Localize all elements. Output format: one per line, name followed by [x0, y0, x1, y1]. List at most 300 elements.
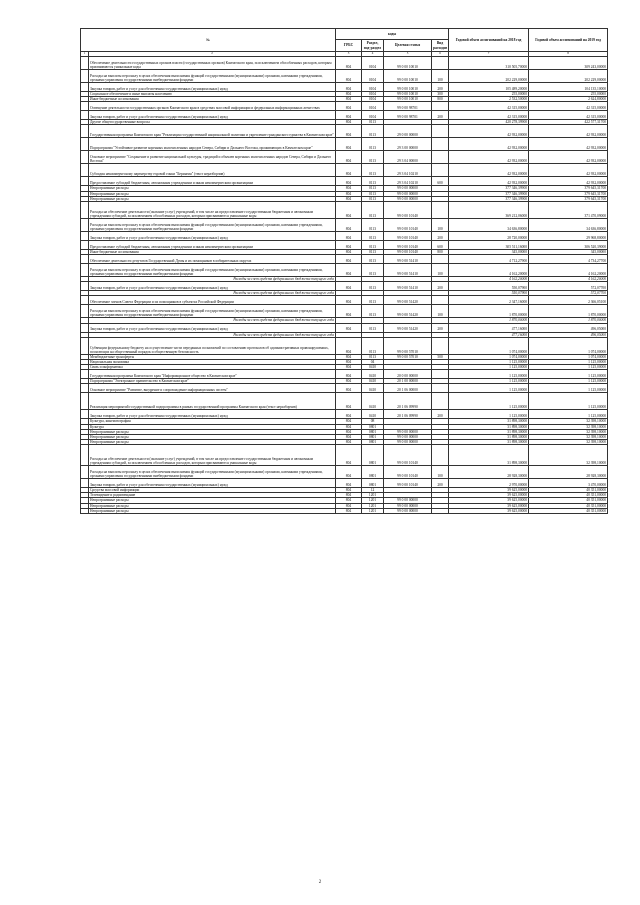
row-grbs-cell: 804 [336, 296, 362, 305]
row-cst-cell: 20 1 06 00000 [384, 384, 432, 393]
row-number-cell [81, 241, 89, 250]
row-cst-cell: 20 0 00 00000 [384, 370, 432, 379]
row-name-cell: Закупка товаров, работ и услуг для обеспечения государственных (муниципальных) нужд [89, 282, 336, 291]
row-grbs-cell: 804 [336, 323, 362, 332]
row-2019-cell: 1 870,00000 [529, 318, 608, 323]
row-grbs-cell: 804 [336, 379, 362, 384]
row-grbs-cell: 804 [336, 250, 362, 255]
row-razdel-cell: 0410 [362, 393, 384, 410]
row-vr-cell: 500 [432, 354, 449, 359]
row-grbs-cell: 804 [336, 498, 362, 503]
table-row [81, 508, 608, 513]
table-row [81, 241, 608, 250]
row-razdel-cell: 0410 [362, 379, 384, 384]
row-2018-cell: 345,00000 [449, 250, 529, 255]
row-razdel-cell: 0113 [362, 191, 384, 196]
row-2019-cell: 422 577,31700 [529, 119, 608, 124]
row-number-cell [81, 164, 89, 177]
row-2019-cell: 42 315,00000 [529, 101, 608, 110]
row-grbs-cell: 804 [336, 151, 362, 164]
row-name-cell: Другие общегосударственные вопросы [89, 119, 336, 124]
row-2019-cell: 32 398,10000 [529, 429, 608, 434]
row-razdel-cell: 1201 [362, 508, 384, 513]
row-razdel-cell: 1201 [362, 503, 384, 508]
row-name-cell: Предоставление субсидий бюджетным, автономным учреждениям и иным некоммерческим организациям [89, 177, 336, 186]
row-razdel-cell: 0801 [362, 466, 384, 479]
row-2018-cell: 1 125,00000 [449, 359, 529, 364]
table-row [81, 337, 608, 354]
row-2018-cell: 34 636,80000 [449, 218, 529, 231]
row-name-cell: Национальная экономика [89, 359, 336, 364]
row-2018-cell: 550,07900 [449, 291, 529, 296]
row-vr-cell [432, 56, 449, 69]
row-2019-cell: 1 125,00000 [529, 359, 608, 364]
row-2019-cell: 379 645,31700 [529, 196, 608, 201]
row-vr-cell [432, 296, 449, 305]
row-name-cell: Закупка товаров, работ и услуг для обеспечения государственных (муниципальных) нужд [89, 410, 336, 419]
row-razdel-cell: 0113 [362, 282, 384, 291]
row-grbs-cell: 804 [336, 488, 362, 493]
row-cst-cell: 99 0 00 00000 [384, 503, 432, 508]
row-2018-cell: 310 505,70000 [449, 56, 529, 69]
row-razdel-cell: 0801 [362, 424, 384, 429]
row-grbs-cell: 804 [336, 434, 362, 439]
row-razdel-cell: 0113 [362, 151, 384, 164]
row-2018-cell: 2 532,50000 [449, 96, 529, 101]
row-2018-cell: 4 162,20000 [449, 277, 529, 282]
row-cst-cell: 99 0 00 00000 [384, 498, 432, 503]
row-2019-cell: 42 932,00000 [529, 125, 608, 138]
table-row [81, 101, 608, 110]
table-row [81, 56, 608, 69]
row-razdel-cell: 0113 [362, 119, 384, 124]
row-2019-cell: 32 398,10000 [529, 419, 608, 424]
row-vr-cell: 200 [432, 110, 449, 119]
row-name-cell: Государственная программа Камчатского края "Информационное общество в Камчатском крае" [89, 370, 336, 379]
row-2019-cell: 1 125,00000 [529, 384, 608, 393]
row-number-cell [81, 444, 89, 465]
row-2018-cell: 1 125,00000 [449, 365, 529, 370]
row-2018-cell: 202 229,00000 [449, 69, 529, 82]
row-name-cell: Непрограммные расходы [89, 196, 336, 201]
row-grbs-cell: 804 [336, 201, 362, 218]
row-razdel-cell: 0113 [362, 296, 384, 305]
row-2019-cell: 34 636,80000 [529, 218, 608, 231]
row-name-cell: Подпрограмма "Устойчивое развитие коренных малочисленных народов Севера, Сибири и Дальнего Востока, проживающих в Камчатском крае" [89, 138, 336, 151]
row-number-cell [81, 138, 89, 151]
row-2019-cell: 1 125,00000 [529, 379, 608, 384]
table-row [81, 151, 608, 164]
row-razdel-cell: 0113 [362, 177, 384, 186]
row-vr-cell: 600 [432, 241, 449, 250]
row-vr-cell [432, 370, 449, 379]
row-grbs-cell: 804 [336, 479, 362, 488]
row-name-cell: Освещение деятельности государственных органов Камчатского края в средствах массовой информации и федеральных информационных агентствах [89, 101, 336, 110]
row-name-cell: Расходы на выплаты персоналу в целях обеспечения выполнения функций государственными (муниципальными) органами, казенными учреждениями, органами управления государственными внебюджетными фондами [89, 218, 336, 231]
row-cst-cell: 99 0 00 51420 [384, 296, 432, 305]
row-number-cell [81, 370, 89, 379]
row-grbs-cell: 804 [336, 110, 362, 119]
table-row [81, 255, 608, 264]
row-name-cell: Закупка товаров, работ и услуг для обеспечения государственных (муниципальных) нужд [89, 479, 336, 488]
row-razdel-cell: 0410 [362, 365, 384, 370]
row-2019-cell: 379 645,31700 [529, 191, 608, 196]
row-razdel-cell: 0801 [362, 439, 384, 444]
row-razdel-cell: 0104 [362, 101, 384, 110]
table-row [81, 177, 608, 186]
table-row [81, 305, 608, 318]
row-2019-cell: 4 734,27700 [529, 255, 608, 264]
budget-table-page [80, 28, 607, 514]
row-razdel-cell: 0104 [362, 82, 384, 91]
row-2019-cell: 4 162,20000 [529, 264, 608, 277]
row-cst-cell: 20 1 06 09990 [384, 410, 432, 419]
row-razdel-cell: 0113 [362, 354, 384, 359]
row-name-cell: Расходы на обеспечение деятельности (оказание услуг) учреждений, в том числе на предоставление государственным бюджетным и автономным учреждениям субсидий, за исключением обособленных расходов, которым присваиваются уникальные коды [89, 201, 336, 218]
row-grbs-cell: 804 [336, 164, 362, 177]
row-vr-cell: 300 [432, 91, 449, 96]
row-name-cell: Непрограммные расходы [89, 429, 336, 434]
row-2019-cell: 379 645,31700 [529, 186, 608, 191]
header-2019: Годовой объем ассигнований на 2019 год [529, 29, 608, 52]
row-grbs-cell: 804 [336, 365, 362, 370]
header-razdel: Раздел, под-раздел [362, 40, 384, 52]
row-2019-cell: 1 125,00000 [529, 393, 608, 410]
row-name-cell: Закупка товаров, работ и услуг для обеспечения государственных (муниципальных) нужд [89, 232, 336, 241]
row-2019-cell: 32 398,10000 [529, 424, 608, 429]
row-2019-cell: 42 315,00000 [529, 110, 608, 119]
row-2019-cell: 42 932,00000 [529, 164, 608, 177]
row-vr-cell [432, 138, 449, 151]
row-cst-cell: 99 0 00 10010 [384, 56, 432, 69]
row-2018-cell: 477,16000 [449, 332, 529, 337]
row-cst-cell: 99 0 00 10140 [384, 479, 432, 488]
row-grbs-cell: 804 [336, 218, 362, 231]
row-vr-cell [432, 337, 449, 354]
row-2018-cell: 2 970,00000 [449, 479, 529, 488]
row-grbs-cell: 804 [336, 466, 362, 479]
row-vr-cell: 800 [432, 250, 449, 255]
row-cst-cell: 99 0 00 98701 [384, 101, 432, 110]
row-cst-cell: 99 0 00 00000 [384, 196, 432, 201]
row-2018-cell: 39 625,00000 [449, 493, 529, 498]
row-vr-cell: 600 [432, 177, 449, 186]
row-name-cell: Непрограммные расходы [89, 191, 336, 196]
row-grbs-cell: 804 [336, 493, 362, 498]
row-razdel-cell: 0410 [362, 370, 384, 379]
row-cst-cell: 20 1 00 00000 [384, 379, 432, 384]
row-razdel-cell: 0104 [362, 69, 384, 82]
row-razdel-cell: 0104 [362, 91, 384, 96]
row-number-cell [81, 337, 89, 354]
row-name-cell: Субсидия некоммерческому партнерству ездовой гонки "Берингия" (текст неразборчив) [89, 164, 336, 177]
row-2019-cell: 32 398,10000 [529, 444, 608, 465]
row-vr-cell: 800 [432, 96, 449, 101]
row-vr-cell: 200 [432, 82, 449, 91]
table-row [81, 370, 608, 379]
row-name-cell: Субвенции федеральному бюджету на осуществление части переданных полномочий по составлению протоколов об административных правонарушениях, посягающих на общественный порядок и общественную безопасность [89, 337, 336, 354]
row-cst-cell: 99 0 00 10010 [384, 82, 432, 91]
row-number-cell [81, 479, 89, 488]
row-grbs-cell: 804 [336, 56, 362, 69]
table-row [81, 296, 608, 305]
row-2018-cell: 1 870,00000 [449, 318, 529, 323]
row-name-cell: Закупка товаров, работ и услуг для обеспечения государственных (муниципальных) нужд [89, 110, 336, 119]
row-name-cell: Предоставление субсидий бюджетным, автономным учреждениям и иным некоммерческим организациям [89, 241, 336, 250]
page-number: 2 [318, 880, 322, 885]
row-grbs-cell: 804 [336, 91, 362, 96]
row-2018-cell: 1 074,00000 [449, 354, 529, 359]
colnum: 7 [449, 52, 529, 57]
row-cst-cell: 99 0 00 00000 [384, 186, 432, 191]
row-number-cell [81, 82, 89, 91]
row-2018-cell: 550,07900 [449, 282, 529, 291]
row-number-cell [81, 151, 89, 164]
row-grbs-cell: 804 [336, 282, 362, 291]
row-razdel-cell: 0113 [362, 218, 384, 231]
row-grbs-cell: 804 [336, 177, 362, 186]
row-razdel-cell: 0410 [362, 410, 384, 419]
table-row [81, 444, 608, 465]
row-razdel-cell: 1201 [362, 498, 384, 503]
row-cst-cell: 29 3 00 00000 [384, 138, 432, 151]
row-grbs-cell: 804 [336, 359, 362, 364]
row-cst-cell: 20 1 06 09990 [384, 393, 432, 410]
row-name-cell: Связь и информатика [89, 365, 336, 370]
row-2019-cell: 309 243,00000 [529, 56, 608, 69]
colnum: 8 [529, 52, 608, 57]
row-2019-cell: 2 366,05100 [529, 296, 608, 305]
row-2019-cell: 104 135,10000 [529, 82, 608, 91]
row-2019-cell: 32 398,10000 [529, 434, 608, 439]
header-vr: Вид расходов [433, 41, 448, 50]
row-name-cell: Реализация мероприятий государственной подпрограммы в рамках государственной программы Камчатского края (текст неразборчив) [89, 393, 336, 410]
row-number-cell [81, 384, 89, 393]
row-2019-cell: 40 351,00000 [529, 493, 608, 498]
table-row [81, 479, 608, 488]
row-2019-cell: 202 229,00000 [529, 69, 608, 82]
row-2018-cell: 39 625,00000 [449, 488, 529, 493]
row-vr-cell [432, 508, 449, 513]
row-grbs-cell: 804 [336, 96, 362, 101]
table-row [81, 138, 608, 151]
row-2019-cell: 496,05000 [529, 332, 608, 337]
row-razdel-cell: 04 [362, 359, 384, 364]
row-vr-cell: 100 [432, 218, 449, 231]
row-2019-cell: 40 351,00000 [529, 498, 608, 503]
row-cst-cell: 29 0 00 00000 [384, 125, 432, 138]
row-2019-cell: 40 351,00000 [529, 503, 608, 508]
row-vr-cell [432, 164, 449, 177]
row-name-cell: Непрограммные расходы [89, 439, 336, 444]
row-2019-cell: 371 470,09000 [529, 201, 608, 218]
row-number-cell [81, 177, 89, 186]
row-name-cell: Расходы на выплаты персоналу в целях обеспечения выполнения функций государственными (муниципальными) органами, казенными учреждениями, органами управления государственными внебюджетными фондами [89, 264, 336, 277]
header-grbs: ГРБС [336, 40, 362, 52]
row-2018-cell: 1 125,00000 [449, 410, 529, 419]
row-razdel-cell: 0113 [362, 264, 384, 277]
row-cst-cell: 99 0 00 10140 [384, 232, 432, 241]
row-2018-cell: 31 898,30000 [449, 434, 529, 439]
row-number-cell [81, 218, 89, 231]
row-grbs-cell: 804 [336, 337, 362, 354]
budget-table [80, 28, 608, 514]
table-row [81, 164, 608, 177]
table-row [81, 232, 608, 241]
row-2019-cell: 1 074,00000 [529, 354, 608, 359]
row-name-cell: Основное мероприятие "Развитие, внедрение и сопровождение информационных систем" [89, 384, 336, 393]
row-cst-cell: 99 0 00 10010 [384, 96, 432, 101]
row-2018-cell: 369 212,06000 [449, 201, 529, 218]
row-number-cell [81, 125, 89, 138]
row-2019-cell: 496,05000 [529, 323, 608, 332]
row-name-cell: Обеспечение деятельности депутатов Государственной Думы и их помощников в избирательных округах [89, 255, 336, 264]
row-number-cell [81, 410, 89, 419]
row-name-cell: Непрограммные расходы [89, 186, 336, 191]
row-grbs-cell: 804 [336, 101, 362, 110]
row-cst-cell: 99 0 00 57010 [384, 354, 432, 359]
colnum: 5 [384, 52, 432, 57]
row-vr-cell: 200 [432, 323, 449, 332]
table-row [81, 125, 608, 138]
row-grbs-cell: 804 [336, 508, 362, 513]
colnum: 6 [432, 52, 449, 57]
row-2018-cell: 2 347,16000 [449, 296, 529, 305]
row-grbs-cell: 804 [336, 264, 362, 277]
row-razdel-cell: 0113 [362, 196, 384, 201]
row-vr-cell [432, 444, 449, 465]
row-2019-cell: 42 932,00000 [529, 177, 608, 186]
table-row [81, 393, 608, 410]
row-vr-cell: 200 [432, 232, 449, 241]
row-vr-cell: 200 [432, 479, 449, 488]
row-grbs-cell: 804 [336, 196, 362, 201]
row-2018-cell: 377 346,39900 [449, 196, 529, 201]
row-razdel-cell: 0113 [362, 232, 384, 241]
row-razdel-cell: 0801 [362, 479, 384, 488]
table-row [81, 384, 608, 393]
row-cst-cell: 29 3 04 00000 [384, 151, 432, 164]
row-vr-cell [432, 393, 449, 410]
row-razdel-cell: 0113 [362, 164, 384, 177]
row-2019-cell: 42 932,00000 [529, 138, 608, 151]
row-name-cell: Подпрограмма "Электронное правительство в Камчатском крае" [89, 379, 336, 384]
row-2018-cell: 42 932,00000 [449, 151, 529, 164]
row-number-cell [81, 56, 89, 69]
row-grbs-cell: 804 [336, 439, 362, 444]
row-2018-cell: 31 898,30000 [449, 439, 529, 444]
row-grbs-cell: 804 [336, 255, 362, 264]
row-cst-cell: 99 0 00 51420 [384, 323, 432, 332]
row-grbs-cell: 804 [336, 393, 362, 410]
row-2019-cell: 4 162,20000 [529, 277, 608, 282]
row-razdel-cell: 0104 [362, 96, 384, 101]
row-2018-cell: 1 125,00000 [449, 379, 529, 384]
row-cst-cell: 29 3 04 10210 [384, 177, 432, 186]
row-name-cell: Государственная программа Камчатского края "Реализация государственной национальной политики и укрепление гражданского единства в Камчатском крае" [89, 125, 336, 138]
row-number-cell [81, 201, 89, 218]
row-2018-cell: 31 898,30000 [449, 429, 529, 434]
row-name-cell: Средства массовой информации [89, 488, 336, 493]
row-2019-cell: 28 928,30000 [529, 466, 608, 479]
row-cst-cell: 99 0 00 57010 [384, 337, 432, 354]
row-2018-cell: 4 162,20000 [449, 264, 529, 277]
row-2018-cell: 39 625,00000 [449, 503, 529, 508]
row-name-cell: Непрограммные расходы [89, 498, 336, 503]
row-vr-cell [432, 125, 449, 138]
row-cst-cell: 99 0 00 10140 [384, 218, 432, 231]
row-grbs-cell: 804 [336, 419, 362, 424]
row-2019-cell: 572,07700 [529, 282, 608, 291]
row-name-cell: Культура, кинематография [89, 419, 336, 424]
row-grbs-cell: 804 [336, 410, 362, 419]
row-vr-cell: 100 [432, 466, 449, 479]
row-vr-cell: 100 [432, 69, 449, 82]
row-grbs-cell: 804 [336, 82, 362, 91]
row-number-cell [81, 282, 89, 291]
table-row [81, 69, 608, 82]
row-name-cell: Обеспечение членов Совета Федерации и их помощников в субъектах Российской Федерации [89, 296, 336, 305]
row-cst-cell: 99 0 00 10140 [384, 241, 432, 250]
row-number-cell [81, 305, 89, 318]
row-2018-cell: 1 074,00000 [449, 337, 529, 354]
header-2018: Годовой объем ассигнований на 2018 год [449, 29, 529, 52]
row-razdel-cell: 08 [362, 419, 384, 424]
row-2018-cell: 377 346,39900 [449, 191, 529, 196]
row-grbs-cell: 804 [336, 69, 362, 82]
row-number-cell [81, 264, 89, 277]
row-grbs-cell: 804 [336, 119, 362, 124]
row-cst-cell: 99 0 00 10140 [384, 250, 432, 255]
row-2018-cell: 28 720,00000 [449, 232, 529, 241]
row-razdel-cell: 0410 [362, 384, 384, 393]
row-razdel-cell: 0113 [362, 125, 384, 138]
row-vr-cell: 100 [432, 264, 449, 277]
row-cst-cell: 99 0 00 00000 [384, 429, 432, 434]
row-2019-cell: 1 074,00000 [529, 337, 608, 354]
row-number-cell [81, 393, 89, 410]
row-number-cell [81, 110, 89, 119]
row-name-cell: Иные бюджетные ассигнования [89, 96, 336, 101]
row-name-cell: Расходы на выплаты персоналу в целях обеспечения выполнения функций государственными (муниципальными) органами, казенными учреждениями, органами управления государственными внебюджетными фондами [89, 466, 336, 479]
row-2019-cell: 255,00000 [529, 91, 608, 96]
row-name-cell: Непрограммные расходы [89, 503, 336, 508]
row-name-cell: Расходы за счет средств федерального бюджета текущего года [89, 318, 336, 323]
row-cst-cell: 29 3 04 10210 [384, 164, 432, 177]
row-2018-cell: 31 898,30000 [449, 419, 529, 424]
row-2018-cell: 42 932,00000 [449, 164, 529, 177]
row-2018-cell: 42 932,00000 [449, 177, 529, 186]
row-2018-cell: 42 932,00000 [449, 138, 529, 151]
row-2019-cell: 3 470,00000 [529, 479, 608, 488]
table-row [81, 323, 608, 332]
row-2018-cell: 39 625,00000 [449, 508, 529, 513]
row-grbs-cell: 804 [336, 429, 362, 434]
row-name-cell: Основное мероприятие "Сохранение и развитие национальной культуры, традиций и обычаев коренных малочисленных народов Севера, Сибири и Дальнего Востока" [89, 151, 336, 164]
table-row [81, 218, 608, 231]
row-2019-cell: 40 351,00000 [529, 508, 608, 513]
row-number-cell [81, 508, 89, 513]
row-2019-cell: 1 870,00000 [529, 305, 608, 318]
row-name-cell: Расходы за счет средств федерального бюджета текущего года [89, 291, 336, 296]
row-vr-cell: 200 [432, 410, 449, 419]
row-vr-cell [432, 384, 449, 393]
row-2018-cell: 1 870,00000 [449, 305, 529, 318]
table-row [81, 466, 608, 479]
row-cst-cell: 99 0 00 51410 [384, 255, 432, 264]
table-row [81, 410, 608, 419]
row-number-cell [81, 466, 89, 479]
